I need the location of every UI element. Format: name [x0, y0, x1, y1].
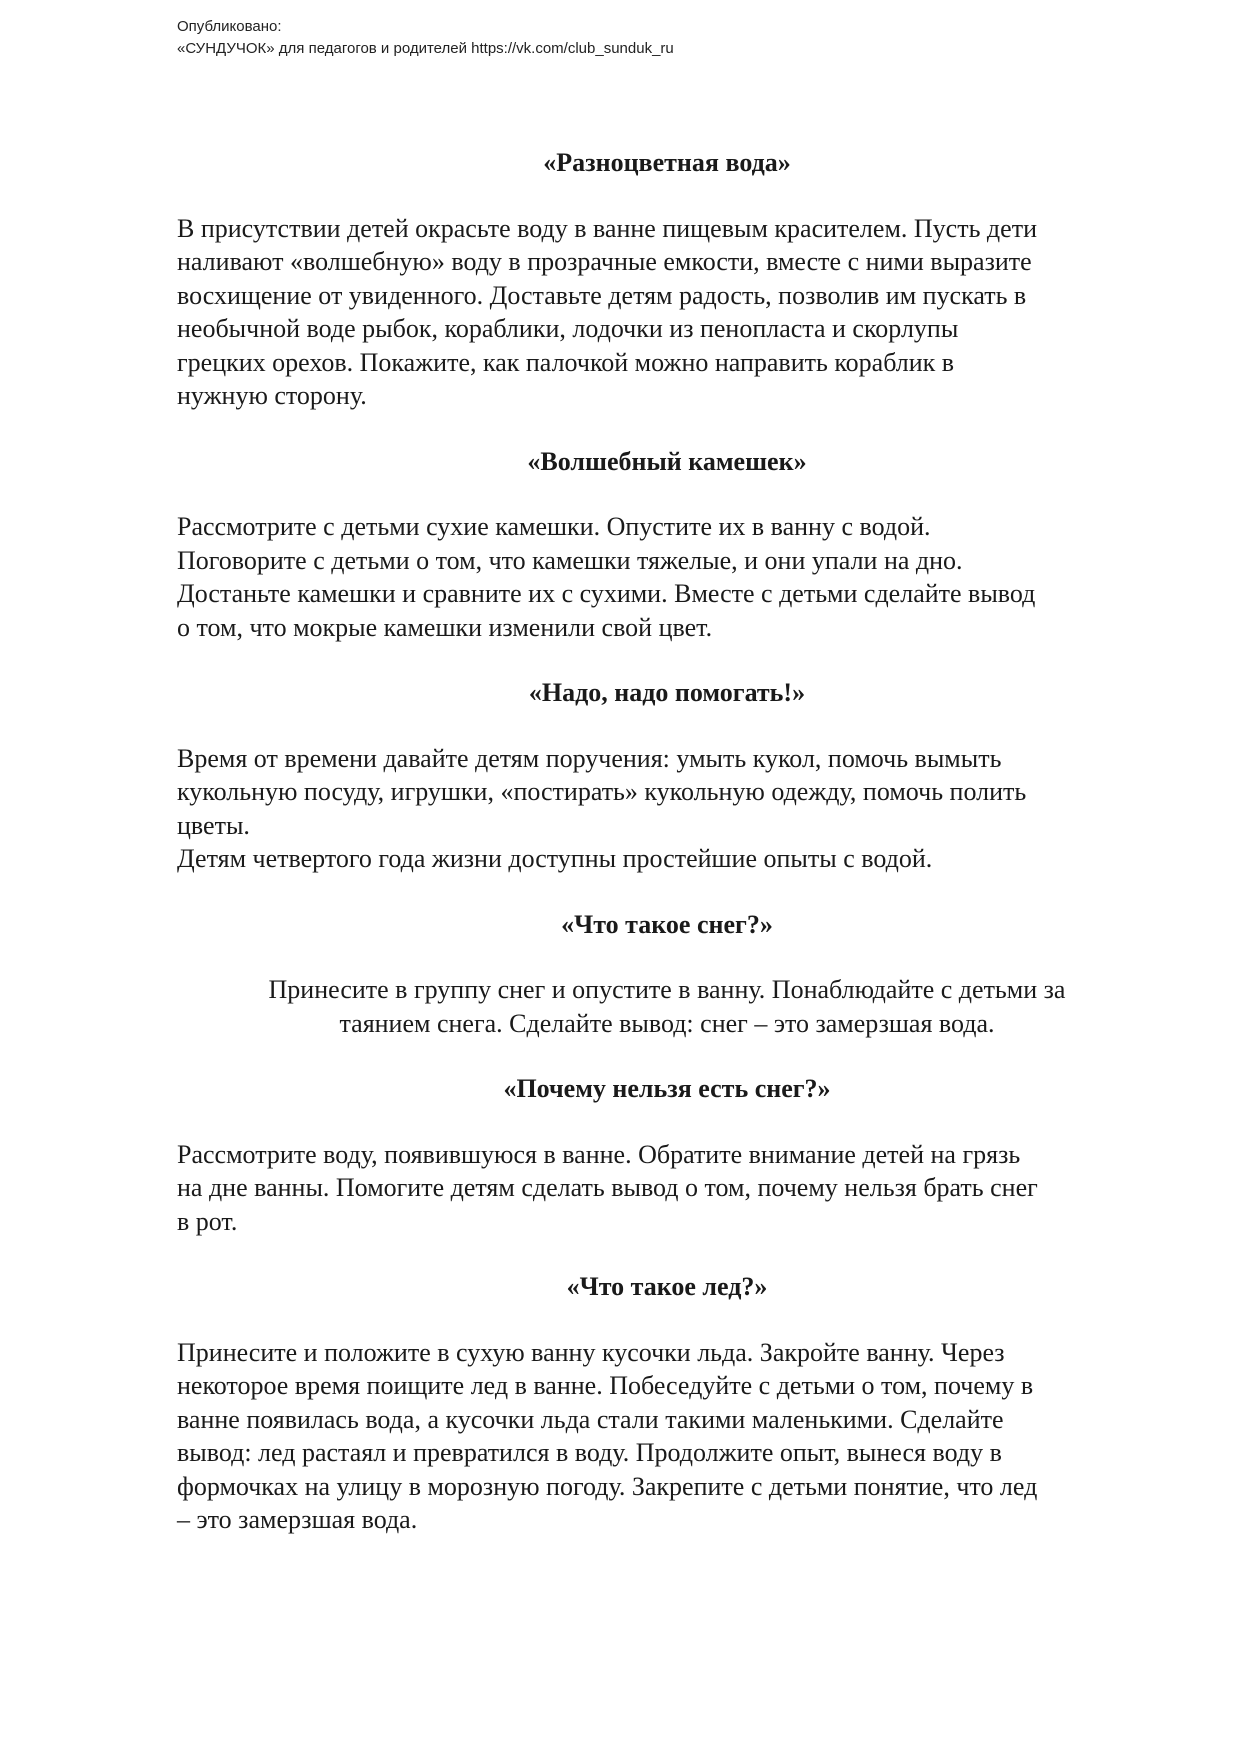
- paragraph-line: таянием снега. Сделайте вывод: снег – это замерзшая вода.: [339, 1008, 995, 1038]
- section-title: «Что такое лед?»: [566, 1272, 768, 1301]
- publication-label: Опубликовано:: [177, 18, 282, 35]
- section-paragraph: [177, 1138, 1157, 1239]
- paragraph-line: наливают «волшебную» воду в прозрачные емкости, вместе с ними выразите: [177, 247, 1032, 276]
- spacer: [177, 1304, 1157, 1336]
- paragraph-line: – это замерзшая вода.: [177, 1505, 418, 1534]
- section-title: «Надо, надо помогать!»: [528, 678, 806, 707]
- paragraph-line: формочках на улицу в морозную погоду. Закрепите с детьми понятие, что лед: [177, 1471, 1038, 1501]
- section-paragraph: [177, 212, 1157, 413]
- paragraph-line: вывод: лед растаял и превратился в воду. Продолжите опыт, вынеся воду в: [177, 1438, 1002, 1467]
- paragraph-line: некоторое время поищите лед в ванне. Побеседуйте с детьми о том, почему в: [177, 1371, 1034, 1400]
- paragraph-line: в рот.: [177, 1206, 238, 1236]
- spacer: [177, 478, 1157, 510]
- section-title: «Волшебный камешек»: [527, 446, 807, 476]
- section-paragraph: [177, 973, 1157, 1040]
- paragraph-line: Рассмотрите воду, появившуюся в ванне. Обратите внимание детей на грязь: [177, 1139, 1021, 1169]
- spacer: [177, 644, 1157, 676]
- spacer: [177, 941, 1157, 973]
- section-paragraph: [177, 510, 1157, 644]
- section-paragraph: [177, 742, 1157, 876]
- paragraph-line: необычной воде рыбок, кораблики, лодочки из пенопласта и скорлупы: [177, 314, 959, 343]
- paragraph-line: Рассмотрите с детьми сухие камешки. Опустите их в ванну с водой.: [177, 512, 931, 541]
- paragraph-line: грецких орехов. Покажите, как палочкой можно направить кораблик в: [177, 347, 955, 377]
- paragraph-line: Детям четвертого года жизни доступны простейшие опыты с водой.: [177, 844, 933, 873]
- spacer: [177, 180, 1157, 212]
- spacer: [177, 710, 1157, 742]
- section-title: «Что такое снег?»: [561, 909, 773, 939]
- spacer: [177, 1040, 1157, 1072]
- paragraph-line: ванне появилась вода, а кусочки льда стали такими маленькими. Сделайте: [177, 1404, 1004, 1434]
- spacer: [177, 876, 1157, 908]
- paragraph-line: кукольную посуду, игрушки, «постирать» кукольную одежду, помочь полить: [177, 777, 1027, 806]
- paragraph-line: Принесите в группу снег и опустите в ванну. Понаблюдайте с детьми за: [268, 975, 1066, 1004]
- paragraph-line: о том, что мокрые камешки изменили свой цвет.: [177, 612, 713, 642]
- paragraph-line: Поговорите с детьми о том, что камешки тяжелые, и они упали на дно.: [177, 545, 963, 575]
- section-paragraph: [177, 1336, 1157, 1537]
- spacer: [177, 1106, 1157, 1138]
- document-body: [177, 146, 1157, 1537]
- section-title: «Почему нельзя есть снег?»: [503, 1074, 831, 1103]
- paragraph-line: нужную сторону.: [177, 381, 367, 410]
- paragraph-line: на дне ванны. Помогите детям сделать вывод о том, почему нельзя брать снег: [177, 1173, 1038, 1202]
- publication-header: [177, 16, 674, 60]
- paragraph-line: В присутствии детей окрасьте воду в ванне пищевым красителем. Пусть дети: [177, 213, 1037, 243]
- paragraph-line: Время от времени давайте детям поручения: умыть кукол, помочь вымыть: [177, 743, 1002, 773]
- spacer: [177, 1238, 1157, 1270]
- section-title: «Разноцветная вода»: [543, 148, 791, 177]
- paragraph-line: Принесите и положите в сухую ванну кусочки льда. Закройте ванну. Через: [177, 1337, 1005, 1367]
- paragraph-line: Достаньте камешки и сравните их с сухими. Вместе с детьми сделайте вывод: [177, 579, 1036, 608]
- paragraph-line: цветы.: [177, 810, 250, 840]
- paragraph-line: восхищение от увиденного. Доставьте детям радость, позволив им пускать в: [177, 280, 1027, 310]
- publication-source: «СУНДУЧОК» для педагогов и родителей https://vk.com/club_sunduk_ru: [177, 40, 674, 57]
- spacer: [177, 413, 1157, 445]
